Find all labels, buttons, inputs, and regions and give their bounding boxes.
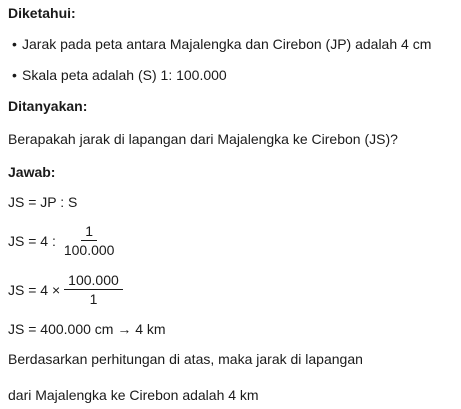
step-result: JS = 400.000 cm → 4 km <box>8 321 166 337</box>
step-division <box>8 222 118 259</box>
asked-heading: Ditanyakan: <box>8 98 88 114</box>
known-heading: Diketahui: <box>8 5 76 21</box>
step-multiplication <box>8 271 123 308</box>
fraction-numerator: 100.000 <box>64 271 123 290</box>
bullet-icon: • <box>12 36 17 52</box>
bullet-icon: • <box>12 67 17 83</box>
fraction-denominator: 1 <box>89 291 98 307</box>
step-multiplication-lhs: JS = 4 × <box>8 281 61 298</box>
conclusion-line-1: Berdasarkan perhitungan di atas, maka jarak di lapangan <box>8 351 363 367</box>
known-item-distance <box>12 35 431 53</box>
asked-question: Berapakah jarak di lapangan dari Majalengka ke Cirebon (JS)? <box>8 131 398 147</box>
known-item-scale <box>12 66 227 84</box>
known-item-distance-text: Jarak pada peta antara Majalengka dan Cirebon (JP) adalah 4 cm <box>22 36 432 52</box>
fraction-numerator: 1 <box>81 222 97 241</box>
step-formula: JS = JP : S <box>8 194 78 210</box>
known-item-scale-text: Skala peta adalah (S) 1: 100.000 <box>22 67 227 83</box>
step-division-lhs: JS = 4 : <box>8 232 56 249</box>
fraction-denominator: 100.000 <box>63 242 115 258</box>
fraction-one-over-scale <box>60 222 119 259</box>
answer-heading: Jawab: <box>8 164 56 180</box>
fraction-scale-over-one <box>64 271 123 308</box>
conclusion-line-2: dari Majalengka ke Cirebon adalah 4 km <box>8 387 259 403</box>
